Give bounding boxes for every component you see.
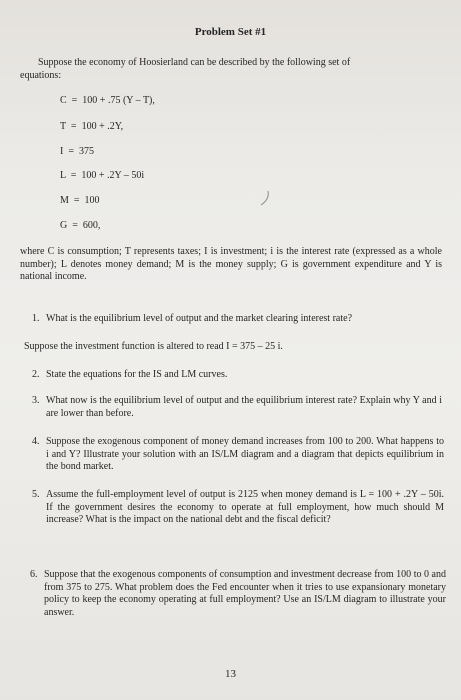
question-text: What now is the equilibrium level of output and the equilibrium interest rate? Explain why Y and i are lower than before. <box>46 395 442 419</box>
question-6 <box>30 569 446 619</box>
note-text: Suppose the investment function is altered to read I = 375 – 25 i. <box>24 341 283 352</box>
equation-money-demand: L = 100 + .2Y – 50i <box>60 170 145 181</box>
question-number: 5. <box>32 489 40 500</box>
pen-mark <box>258 190 272 206</box>
question-5 <box>32 489 444 527</box>
equation-government: G = 600, <box>60 220 101 231</box>
equation-taxes: T = 100 + .2Y, <box>60 121 124 132</box>
question-number: 1. <box>32 313 40 324</box>
equation-money-supply: M = 100 <box>60 195 100 206</box>
question-number: 6. <box>30 569 38 580</box>
page-number: 13 <box>225 668 236 680</box>
question-3 <box>32 395 442 420</box>
investment-note <box>24 341 444 354</box>
question-2 <box>32 369 442 382</box>
equation-consumption: C = 100 + .75 (Y – T), <box>60 95 155 106</box>
intro-paragraph <box>20 56 410 82</box>
question-text: State the equations for the IS and LM curves. <box>46 369 228 380</box>
question-text: What is the equilibrium level of output and the market clearing interest rate? <box>46 313 353 324</box>
question-number: 4. <box>32 436 40 447</box>
equation-investment: I = 375 <box>60 146 94 157</box>
question-text: Suppose that the exogenous components of consumption and investment decrease from 100 to 0 and from 375 to 275. What problem does the Fed encounter when it tries to use expansionary monetary policy to keep the economy operating at full employment? Use an IS/LM diagram to illustrate your answer. <box>44 569 446 618</box>
question-number: 3. <box>32 395 40 406</box>
question-4 <box>32 436 444 474</box>
question-text: Suppose the exogenous component of money demand increases from 100 to 200. What happens to i and Y? Illustrate your solution with an IS/LM diagram and a diagram that depicts equilibrium in the bond market. <box>46 436 444 472</box>
question-number: 2. <box>32 369 40 380</box>
variable-description: where C is consumption; T represents taxes; I is investment; i is the interest rate (expressed as a whole number); L denotes money demand; M is the money supply; G is government expenditure and Y is national income. <box>20 246 442 282</box>
page-title: Problem Set #1 <box>194 26 267 38</box>
question-1 <box>32 313 442 326</box>
question-text: Assume the full-employment level of output is 2125 when money demand is L = 100 + .2Y – 50i. If the government desires the economy to operate at full employment, how much should M increase? What is the impact on the national debt and the fiscal deficit? <box>46 489 444 525</box>
intro-line-1: Suppose the economy of Hoosierland can be described by the following set of <box>38 57 351 68</box>
intro-line-2: equations: <box>20 70 62 81</box>
